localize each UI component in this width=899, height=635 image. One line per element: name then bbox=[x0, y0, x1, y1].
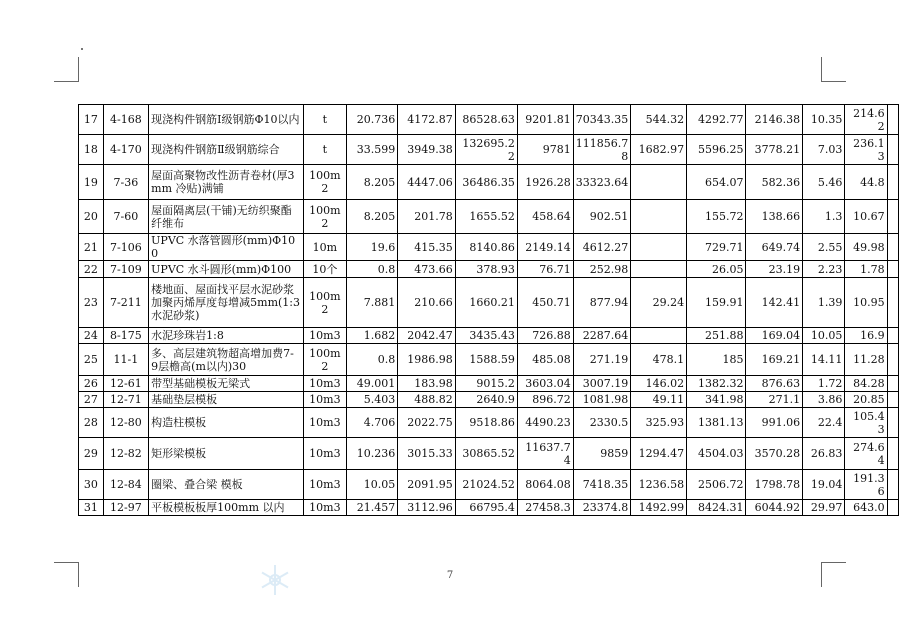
cell-c5 bbox=[887, 135, 898, 165]
cell-item: 平板模板板厚100mm 以内 bbox=[149, 500, 304, 516]
cell-c5 bbox=[887, 261, 898, 278]
cell-item: 矩形梁模板 bbox=[149, 438, 304, 470]
cell-unit-price: 2022.75 bbox=[398, 408, 456, 438]
cell-machine: 1682.97 bbox=[631, 135, 687, 165]
crop-mark-top-left-v bbox=[78, 57, 79, 82]
cell-c1: 4504.03 bbox=[687, 438, 746, 470]
cell-item: UPVC 水斗圆形(mm)Φ100 bbox=[149, 261, 304, 278]
cell-c2: 1798.78 bbox=[746, 470, 803, 500]
cell-labor: 11637.74 bbox=[517, 438, 573, 470]
cell-labor: 9781 bbox=[517, 135, 573, 165]
cell-c1: 341.98 bbox=[687, 392, 746, 408]
cell-unit: 10m3 bbox=[303, 408, 346, 438]
cell-c5 bbox=[887, 278, 898, 328]
cell-code: 7-109 bbox=[103, 261, 148, 278]
cell-no: 24 bbox=[79, 328, 104, 344]
crop-mark-top-left-h bbox=[54, 81, 79, 82]
cell-unit: 10m3 bbox=[303, 500, 346, 516]
cell-quantity: 21.457 bbox=[346, 500, 397, 516]
cell-unit: 10m3 bbox=[303, 470, 346, 500]
cell-item: 现浇构件钢筋Ⅰ级钢筋Φ10以内 bbox=[149, 105, 304, 135]
cell-unit-price: 4447.06 bbox=[398, 165, 456, 200]
cell-unit-price: 1986.98 bbox=[398, 344, 456, 376]
cell-c4: 236.13 bbox=[845, 135, 887, 165]
cell-c3: 5.46 bbox=[803, 165, 845, 200]
table-row bbox=[79, 278, 899, 328]
cell-c4: 16.9 bbox=[845, 328, 887, 344]
cell-unit-price: 201.78 bbox=[398, 200, 456, 234]
cell-c3: 26.83 bbox=[803, 438, 845, 470]
cell-c4: 274.64 bbox=[845, 438, 887, 470]
cell-c2: 142.41 bbox=[746, 278, 803, 328]
table-row bbox=[79, 438, 899, 470]
cell-material: 2287.64 bbox=[573, 328, 631, 344]
cell-unit-price: 3015.33 bbox=[398, 438, 456, 470]
cell-total: 1655.52 bbox=[455, 200, 517, 234]
cell-c3: 3.86 bbox=[803, 392, 845, 408]
cell-item: UPVC 水落管圆形(mm)Φ100 bbox=[149, 234, 304, 261]
cell-labor: 896.72 bbox=[517, 392, 573, 408]
cell-code: 12-97 bbox=[103, 500, 148, 516]
cell-c3: 2.55 bbox=[803, 234, 845, 261]
cell-unit: t bbox=[303, 105, 346, 135]
cell-c4: 49.98 bbox=[845, 234, 887, 261]
cell-quantity: 8.205 bbox=[346, 165, 397, 200]
cell-c4: 44.8 bbox=[845, 165, 887, 200]
cell-unit: 10个 bbox=[303, 261, 346, 278]
cell-total: 3435.43 bbox=[455, 328, 517, 344]
cell-item: 现浇构件钢筋Ⅱ级钢筋综合 bbox=[149, 135, 304, 165]
cell-c5 bbox=[887, 105, 898, 135]
cell-c1: 251.88 bbox=[687, 328, 746, 344]
cell-unit-price: 4172.87 bbox=[398, 105, 456, 135]
cell-material: 70343.35 bbox=[573, 105, 631, 135]
cell-c4: 105.43 bbox=[845, 408, 887, 438]
cell-material: 23374.8 bbox=[573, 500, 631, 516]
cell-material: 7418.35 bbox=[573, 470, 631, 500]
cell-machine bbox=[631, 328, 687, 344]
cell-item: 屋面隔离层(干铺)无纺织聚酯纤维布 bbox=[149, 200, 304, 234]
cell-c2: 23.19 bbox=[746, 261, 803, 278]
cell-machine bbox=[631, 200, 687, 234]
cell-c1: 729.71 bbox=[687, 234, 746, 261]
cell-c5 bbox=[887, 200, 898, 234]
cell-quantity: 8.205 bbox=[346, 200, 397, 234]
cell-no: 23 bbox=[79, 278, 104, 328]
cell-c4: 10.67 bbox=[845, 200, 887, 234]
cell-material: 33323.64 bbox=[573, 165, 631, 200]
cell-no: 30 bbox=[79, 470, 104, 500]
cell-c1: 159.91 bbox=[687, 278, 746, 328]
cell-c5 bbox=[887, 392, 898, 408]
table-row bbox=[79, 470, 899, 500]
cell-c2: 3570.28 bbox=[746, 438, 803, 470]
cell-material: 252.98 bbox=[573, 261, 631, 278]
cell-c4: 84.28 bbox=[845, 376, 887, 392]
cell-total: 2640.9 bbox=[455, 392, 517, 408]
cell-c4: 20.85 bbox=[845, 392, 887, 408]
cell-c3: 22.4 bbox=[803, 408, 845, 438]
cell-c2: 3778.21 bbox=[746, 135, 803, 165]
cell-c2: 876.63 bbox=[746, 376, 803, 392]
cell-c5 bbox=[887, 165, 898, 200]
cell-item: 屋面高聚物改性沥青卷材(厚3mm 冷贴)满铺 bbox=[149, 165, 304, 200]
cell-c5 bbox=[887, 438, 898, 470]
cell-labor: 458.64 bbox=[517, 200, 573, 234]
cell-unit-price: 3949.38 bbox=[398, 135, 456, 165]
cell-quantity: 10.05 bbox=[346, 470, 397, 500]
table-row bbox=[79, 200, 899, 234]
cell-unit-price: 3112.96 bbox=[398, 500, 456, 516]
cell-unit: 10m3 bbox=[303, 438, 346, 470]
cell-labor: 76.71 bbox=[517, 261, 573, 278]
cell-c5 bbox=[887, 470, 898, 500]
cell-c1: 185 bbox=[687, 344, 746, 376]
cell-machine: 1236.58 bbox=[631, 470, 687, 500]
cell-c3: 2.23 bbox=[803, 261, 845, 278]
cell-unit: 100m2 bbox=[303, 278, 346, 328]
cell-quantity: 33.599 bbox=[346, 135, 397, 165]
cell-c2: 169.21 bbox=[746, 344, 803, 376]
cell-unit-price: 2042.47 bbox=[398, 328, 456, 344]
table-row bbox=[79, 234, 899, 261]
cell-material: 877.94 bbox=[573, 278, 631, 328]
cell-c3: 10.35 bbox=[803, 105, 845, 135]
cell-c2: 169.04 bbox=[746, 328, 803, 344]
crop-mark-bottom-right-v bbox=[821, 562, 822, 587]
cell-labor: 1926.28 bbox=[517, 165, 573, 200]
table-row bbox=[79, 500, 899, 516]
cell-unit-price: 2091.95 bbox=[398, 470, 456, 500]
cell-quantity: 20.736 bbox=[346, 105, 397, 135]
cell-labor: 8064.08 bbox=[517, 470, 573, 500]
cell-unit: t bbox=[303, 135, 346, 165]
cell-material: 271.19 bbox=[573, 344, 631, 376]
cell-machine: 1294.47 bbox=[631, 438, 687, 470]
cell-c2: 582.36 bbox=[746, 165, 803, 200]
cell-code: 12-61 bbox=[103, 376, 148, 392]
cell-no: 31 bbox=[79, 500, 104, 516]
crop-mark-bottom-left-v bbox=[78, 562, 79, 587]
table-row bbox=[79, 165, 899, 200]
cell-machine bbox=[631, 165, 687, 200]
cell-material: 4612.27 bbox=[573, 234, 631, 261]
cell-total: 21024.52 bbox=[455, 470, 517, 500]
table-row bbox=[79, 135, 899, 165]
cell-c3: 10.05 bbox=[803, 328, 845, 344]
cell-c1: 26.05 bbox=[687, 261, 746, 278]
cell-unit: 10m3 bbox=[303, 376, 346, 392]
cell-machine: 478.1 bbox=[631, 344, 687, 376]
cell-labor: 726.88 bbox=[517, 328, 573, 344]
cell-quantity: 4.706 bbox=[346, 408, 397, 438]
cell-item: 楼地面、屋面找平层水泥砂浆加聚丙烯厚度每增减5mm(1:3水泥砂浆) bbox=[149, 278, 304, 328]
cell-machine: 544.32 bbox=[631, 105, 687, 135]
cell-quantity: 49.001 bbox=[346, 376, 397, 392]
cell-c5 bbox=[887, 500, 898, 516]
cell-labor: 3603.04 bbox=[517, 376, 573, 392]
cell-quantity: 1.682 bbox=[346, 328, 397, 344]
cell-c1: 2506.72 bbox=[687, 470, 746, 500]
crop-mark-bottom-right-h bbox=[821, 562, 846, 563]
cell-no: 22 bbox=[79, 261, 104, 278]
cell-code: 12-84 bbox=[103, 470, 148, 500]
cell-code: 12-82 bbox=[103, 438, 148, 470]
cell-total: 30865.52 bbox=[455, 438, 517, 470]
cell-labor: 4490.23 bbox=[517, 408, 573, 438]
cell-labor: 450.71 bbox=[517, 278, 573, 328]
crop-mark-top-right-v bbox=[821, 57, 822, 82]
cell-c1: 155.72 bbox=[687, 200, 746, 234]
cell-total: 66795.4 bbox=[455, 500, 517, 516]
cell-total: 36486.35 bbox=[455, 165, 517, 200]
table-row bbox=[79, 392, 899, 408]
cell-c1: 4292.77 bbox=[687, 105, 746, 135]
cell-item: 带型基础模板无梁式 bbox=[149, 376, 304, 392]
cell-material: 1081.98 bbox=[573, 392, 631, 408]
cell-no: 18 bbox=[79, 135, 104, 165]
cell-machine bbox=[631, 234, 687, 261]
cell-item: 构造柱模板 bbox=[149, 408, 304, 438]
cell-c1: 1382.32 bbox=[687, 376, 746, 392]
cell-total: 1660.21 bbox=[455, 278, 517, 328]
table-row bbox=[79, 105, 899, 135]
cell-c5 bbox=[887, 234, 898, 261]
cell-code: 11-1 bbox=[103, 344, 148, 376]
cell-labor: 2149.14 bbox=[517, 234, 573, 261]
table-row bbox=[79, 261, 899, 278]
cell-unit-price: 473.66 bbox=[398, 261, 456, 278]
cell-c2: 138.66 bbox=[746, 200, 803, 234]
cell-material: 9859 bbox=[573, 438, 631, 470]
cell-code: 7-106 bbox=[103, 234, 148, 261]
cell-code: 4-170 bbox=[103, 135, 148, 165]
cell-c1: 1381.13 bbox=[687, 408, 746, 438]
cell-total: 1588.59 bbox=[455, 344, 517, 376]
cell-quantity: 7.881 bbox=[346, 278, 397, 328]
cell-total: 86528.63 bbox=[455, 105, 517, 135]
cell-no: 17 bbox=[79, 105, 104, 135]
cell-quantity: 5.403 bbox=[346, 392, 397, 408]
page-number: 7 bbox=[446, 570, 454, 581]
cell-machine: 325.93 bbox=[631, 408, 687, 438]
cell-machine: 146.02 bbox=[631, 376, 687, 392]
cell-c3: 14.11 bbox=[803, 344, 845, 376]
cell-c4: 191.36 bbox=[845, 470, 887, 500]
table-row bbox=[79, 344, 899, 376]
cell-total: 378.93 bbox=[455, 261, 517, 278]
cell-no: 19 bbox=[79, 165, 104, 200]
cell-unit-price: 210.66 bbox=[398, 278, 456, 328]
cell-material: 111856.78 bbox=[573, 135, 631, 165]
cell-c2: 6044.92 bbox=[746, 500, 803, 516]
cell-c3: 1.39 bbox=[803, 278, 845, 328]
cell-unit-price: 183.98 bbox=[398, 376, 456, 392]
budget-table bbox=[78, 104, 899, 516]
cell-unit: 10m3 bbox=[303, 392, 346, 408]
cell-quantity: 10.236 bbox=[346, 438, 397, 470]
cell-c4: 1.78 bbox=[845, 261, 887, 278]
cell-code: 4-168 bbox=[103, 105, 148, 135]
cell-unit: 10m3 bbox=[303, 328, 346, 344]
cell-code: 12-80 bbox=[103, 408, 148, 438]
cell-c2: 271.1 bbox=[746, 392, 803, 408]
cell-c2: 991.06 bbox=[746, 408, 803, 438]
table-row bbox=[79, 376, 899, 392]
cell-c4: 643.0 bbox=[845, 500, 887, 516]
cell-no: 21 bbox=[79, 234, 104, 261]
cell-item: 多、高层建筑物超高增加费7-9层檐高(m以内)30 bbox=[149, 344, 304, 376]
cell-code: 8-175 bbox=[103, 328, 148, 344]
cell-machine: 1492.99 bbox=[631, 500, 687, 516]
cell-unit: 10m bbox=[303, 234, 346, 261]
cell-unit: 100m2 bbox=[303, 344, 346, 376]
cell-c4: 10.95 bbox=[845, 278, 887, 328]
cell-machine: 49.11 bbox=[631, 392, 687, 408]
cell-material: 902.51 bbox=[573, 200, 631, 234]
cell-c2: 649.74 bbox=[746, 234, 803, 261]
cell-no: 25 bbox=[79, 344, 104, 376]
cell-labor: 9201.81 bbox=[517, 105, 573, 135]
cell-quantity: 0.8 bbox=[346, 261, 397, 278]
cell-c4: 11.28 bbox=[845, 344, 887, 376]
cell-c5 bbox=[887, 376, 898, 392]
cell-machine: 29.24 bbox=[631, 278, 687, 328]
cell-unit-price: 415.35 bbox=[398, 234, 456, 261]
table-row bbox=[79, 328, 899, 344]
cell-item: 圈梁、叠合梁 模板 bbox=[149, 470, 304, 500]
cell-c3: 1.72 bbox=[803, 376, 845, 392]
cell-unit-price: 488.82 bbox=[398, 392, 456, 408]
crop-mark-top-right-h bbox=[821, 81, 846, 82]
cell-no: 26 bbox=[79, 376, 104, 392]
cell-c5 bbox=[887, 344, 898, 376]
cell-c1: 654.07 bbox=[687, 165, 746, 200]
cell-unit: 100m2 bbox=[303, 200, 346, 234]
crop-mark-bottom-left-h bbox=[54, 562, 79, 563]
cell-quantity: 19.6 bbox=[346, 234, 397, 261]
cell-item: 水泥珍珠岩1:8 bbox=[149, 328, 304, 344]
cell-c2: 2146.38 bbox=[746, 105, 803, 135]
cell-code: 7-211 bbox=[103, 278, 148, 328]
cell-total: 8140.86 bbox=[455, 234, 517, 261]
cell-no: 20 bbox=[79, 200, 104, 234]
cell-material: 3007.19 bbox=[573, 376, 631, 392]
cell-code: 7-36 bbox=[103, 165, 148, 200]
cell-no: 29 bbox=[79, 438, 104, 470]
cell-c3: 19.04 bbox=[803, 470, 845, 500]
cell-no: 27 bbox=[79, 392, 104, 408]
cell-c3: 1.3 bbox=[803, 200, 845, 234]
cell-machine bbox=[631, 261, 687, 278]
cell-c3: 29.97 bbox=[803, 500, 845, 516]
cell-c4: 214.62 bbox=[845, 105, 887, 135]
cell-c5 bbox=[887, 328, 898, 344]
cell-c5 bbox=[887, 408, 898, 438]
stray-dot bbox=[81, 48, 83, 50]
watermark-snowflake-icon bbox=[258, 563, 292, 597]
cell-total: 9518.86 bbox=[455, 408, 517, 438]
cell-item: 基础垫层模板 bbox=[149, 392, 304, 408]
cell-quantity: 0.8 bbox=[346, 344, 397, 376]
cell-total: 9015.2 bbox=[455, 376, 517, 392]
cell-total: 132695.22 bbox=[455, 135, 517, 165]
cell-c3: 7.03 bbox=[803, 135, 845, 165]
cell-code: 12-71 bbox=[103, 392, 148, 408]
cell-labor: 485.08 bbox=[517, 344, 573, 376]
cell-c1: 8424.31 bbox=[687, 500, 746, 516]
cell-code: 7-60 bbox=[103, 200, 148, 234]
cell-no: 28 bbox=[79, 408, 104, 438]
cell-c1: 5596.25 bbox=[687, 135, 746, 165]
table-row bbox=[79, 408, 899, 438]
cell-unit: 100m2 bbox=[303, 165, 346, 200]
cell-material: 2330.5 bbox=[573, 408, 631, 438]
cell-labor: 27458.3 bbox=[517, 500, 573, 516]
